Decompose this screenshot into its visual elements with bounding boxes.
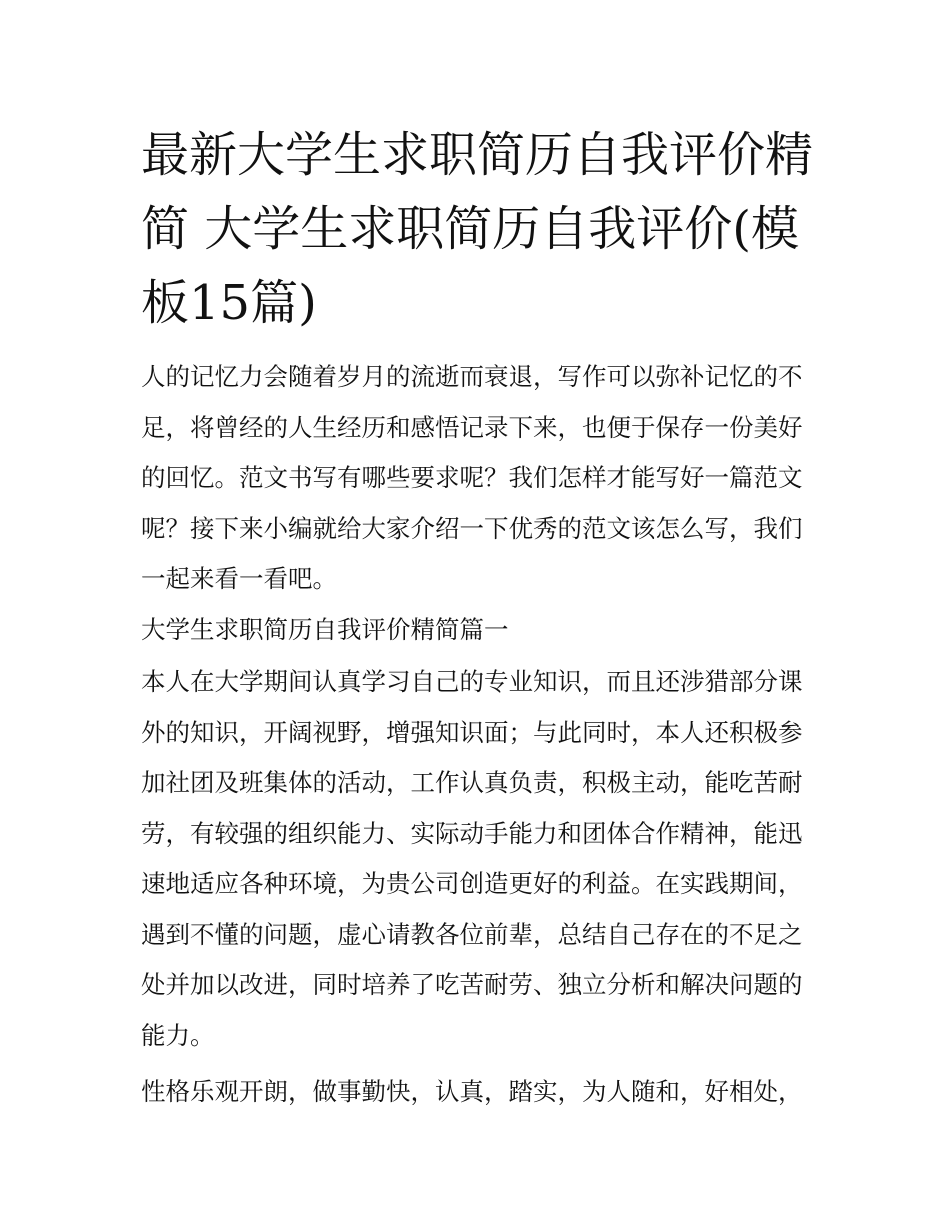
- body-paragraph-2: 性格乐观开朗，做事勤快，认真，踏实，为人随和，好相处，: [141, 1077, 803, 1106]
- section-heading: 大学生求职简历自我评价精简篇一: [141, 614, 509, 644]
- document-content: [141, 118, 813, 1118]
- intro-paragraph: 人的记忆力会随着岁月的流逝而衰退，写作可以弥补记忆的不足，将曾经的人生经历和感悟记录下来，也便于保存一份美好的回忆。范文书写有哪些要求呢？我们怎样才能写好一篇范文呢？接下来小编就给大家介绍一下优秀的范文该怎么写，我们一起来看一看吧。: [141, 362, 803, 593]
- body-paragraph-1: 本人在大学期间认真学习自己的专业知识，而且还涉猎部分课外的知识，开阔视野，增强知识面；与此同时，本人还积极参加社团及班集体的活动，工作认真负责，积极主动，能吃苦耐劳，有较强的组织能力、实际动手能力和团体合作精神，能迅速地适应各种环境，为贵公司创造更好的利益。在实践期间，遇到不懂的问题，虚心请教各位前辈，总结自己存在的不足之处并加以改进，同时培养了吃苦耐劳、独立分析和解决问题的能力。: [141, 667, 803, 1050]
- document-title: 最新大学生求职简历自我评价精简 大学生求职简历自我评价(模板15篇): [141, 127, 814, 331]
